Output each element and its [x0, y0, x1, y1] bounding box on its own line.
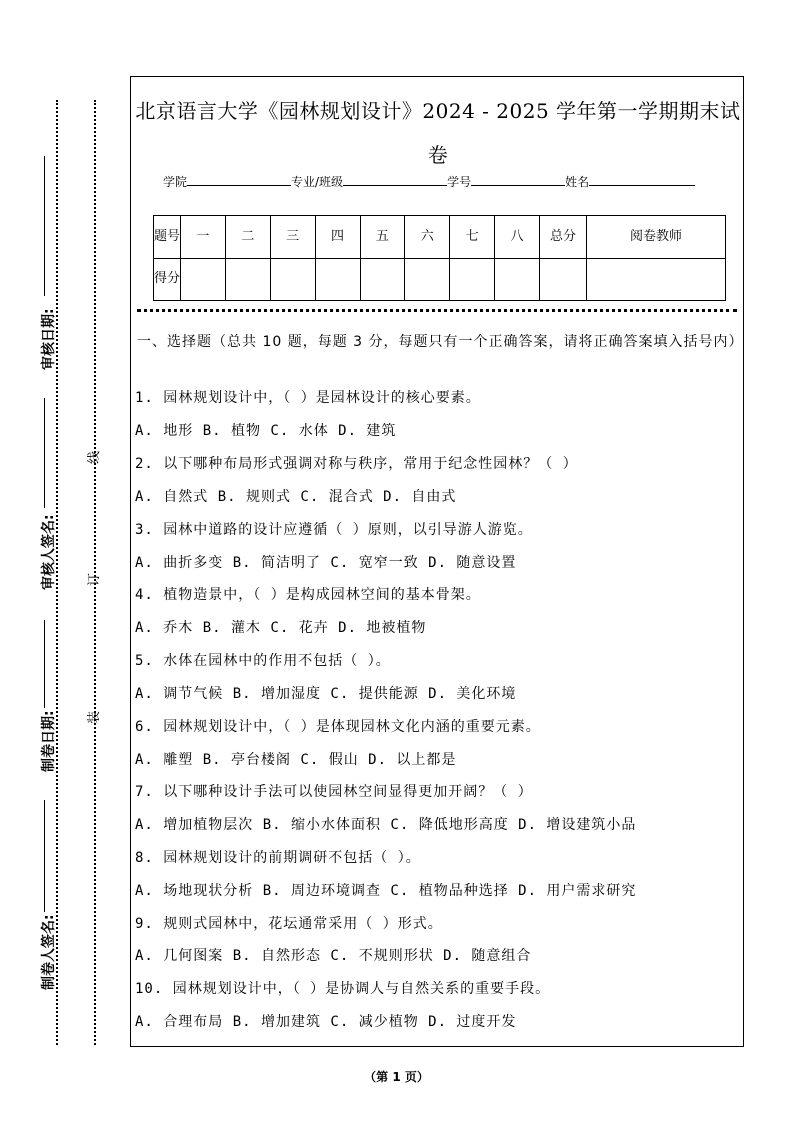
score-cell-2[interactable] [225, 258, 270, 301]
header-cell-grader: 阅卷教师 [587, 216, 726, 259]
options-5: A. 调节气候 B. 增加湿度 C. 提供能源 D. 美化环境 [135, 686, 517, 702]
header-cell-7: 七 [450, 216, 495, 259]
options-9: A. 几何图案 B. 自然形态 C. 不规则形状 D. 随意组合 [135, 948, 532, 964]
section-title: 一、选择题（总共 10 题，每题 3 分，每题只有一个正确答案，请将正确答案填入括号内） [137, 334, 744, 350]
options-7: A. 增加植物层次 B. 缩小水体面积 C. 降低地形高度 D. 增设建筑小品 [135, 817, 637, 833]
signature-line-review-date [44, 156, 45, 296]
score-cell-grader[interactable] [587, 258, 726, 301]
page-number-footer: （第 1 页） [364, 1070, 429, 1084]
score-cell-8[interactable] [495, 258, 540, 301]
score-cell-4[interactable] [315, 258, 360, 301]
name-field[interactable] [589, 173, 695, 186]
question-3: 3. 园林中道路的设计应遵循（ ）原则，以引导游人游览。 [135, 522, 533, 538]
header-cell-question-no: 题号 [154, 216, 181, 259]
signature-line-reviewer [44, 398, 45, 508]
header-cell-total: 总分 [540, 216, 587, 259]
header-cell-4: 四 [315, 216, 360, 259]
score-cell-6[interactable] [405, 258, 450, 301]
question-8: 8. 园林规划设计的前期调研不包括（ ）。 [135, 850, 421, 866]
header-cell-1: 一 [181, 216, 226, 259]
options-6: A. 雕塑 B. 亭台楼阁 C. 假山 D. 以上都是 [135, 752, 457, 768]
score-cell-7[interactable] [450, 258, 495, 301]
binding-char-line: 线 [87, 450, 103, 465]
student-info-row [163, 173, 695, 190]
score-row-label: 得分 [154, 258, 181, 301]
college-label: 学院 [163, 175, 188, 189]
question-1: 1. 园林规划设计中，（ ）是园林设计的核心要素。 [135, 390, 481, 406]
options-3: A. 曲折多变 B. 简洁明了 C. 宽窄一致 D. 随意设置 [135, 555, 517, 571]
exam-title: 北京语言大学《园林规划设计》2024 - 2025 学年第一学期期末试卷 [135, 99, 741, 167]
dotted-separator [137, 309, 737, 312]
question-2: 2. 以下哪种布局形式强调对称与秩序，常用于纪念性园林？（ ） [135, 456, 578, 472]
score-cell-3[interactable] [270, 258, 315, 301]
question-4: 4. 植物造景中，（ ）是构成园林空间的基本骨架。 [135, 587, 481, 603]
question-5: 5. 水体在园林中的作用不包括（ ）。 [135, 653, 391, 669]
major-field[interactable] [343, 173, 447, 186]
student-id-label: 学号 [447, 175, 472, 189]
header-cell-5: 五 [360, 216, 405, 259]
question-10: 10. 园林规划设计中，（ ）是协调人与自然关系的重要手段。 [135, 981, 551, 997]
major-label: 专业/班级 [291, 175, 344, 189]
question-7: 7. 以下哪种设计手法可以使园林空间显得更加开阔？（ ） [135, 784, 533, 800]
name-label: 姓名 [565, 175, 590, 189]
signature-line-exam-date [44, 620, 45, 708]
options-2: A. 自然式 B. 规则式 C. 混合式 D. 自由式 [135, 489, 457, 505]
header-cell-8: 八 [495, 216, 540, 259]
score-cell-1[interactable] [181, 258, 226, 301]
options-8: A. 场地现状分析 B. 周边环境调查 C. 植物品种选择 D. 用户需求研究 [135, 883, 637, 899]
binding-margin: 审核日期: 审核人签名: 制卷日期: 制卷人签名: 线 订 装 [0, 0, 128, 1122]
score-cell-5[interactable] [360, 258, 405, 301]
score-table-score-row [154, 258, 726, 301]
score-table [153, 215, 726, 301]
options-4: A. 乔木 B. 灌木 C. 花卉 D. 地被植物 [135, 620, 427, 636]
signature-line-exam-author [44, 800, 45, 912]
score-cell-total[interactable] [540, 258, 587, 301]
options-1: A. 地形 B. 植物 C. 水体 D. 建筑 [135, 423, 397, 439]
header-cell-6: 六 [405, 216, 450, 259]
exam-paper [130, 76, 744, 1047]
binding-char-bind: 装 [87, 710, 103, 725]
options-10: A. 合理布局 B. 增加建筑 C. 减少植物 D. 过度开发 [135, 1014, 517, 1030]
binding-char-staple: 订 [87, 572, 103, 587]
header-cell-3: 三 [270, 216, 315, 259]
score-table-header-row [154, 216, 726, 259]
header-cell-2: 二 [225, 216, 270, 259]
college-field[interactable] [187, 173, 291, 186]
question-6: 6. 园林规划设计中，（ ）是体现园林文化内涵的重要元素。 [135, 719, 541, 735]
student-id-field[interactable] [471, 173, 565, 186]
question-9: 9. 规则式园林中，花坛通常采用（ ）形式。 [135, 916, 443, 932]
